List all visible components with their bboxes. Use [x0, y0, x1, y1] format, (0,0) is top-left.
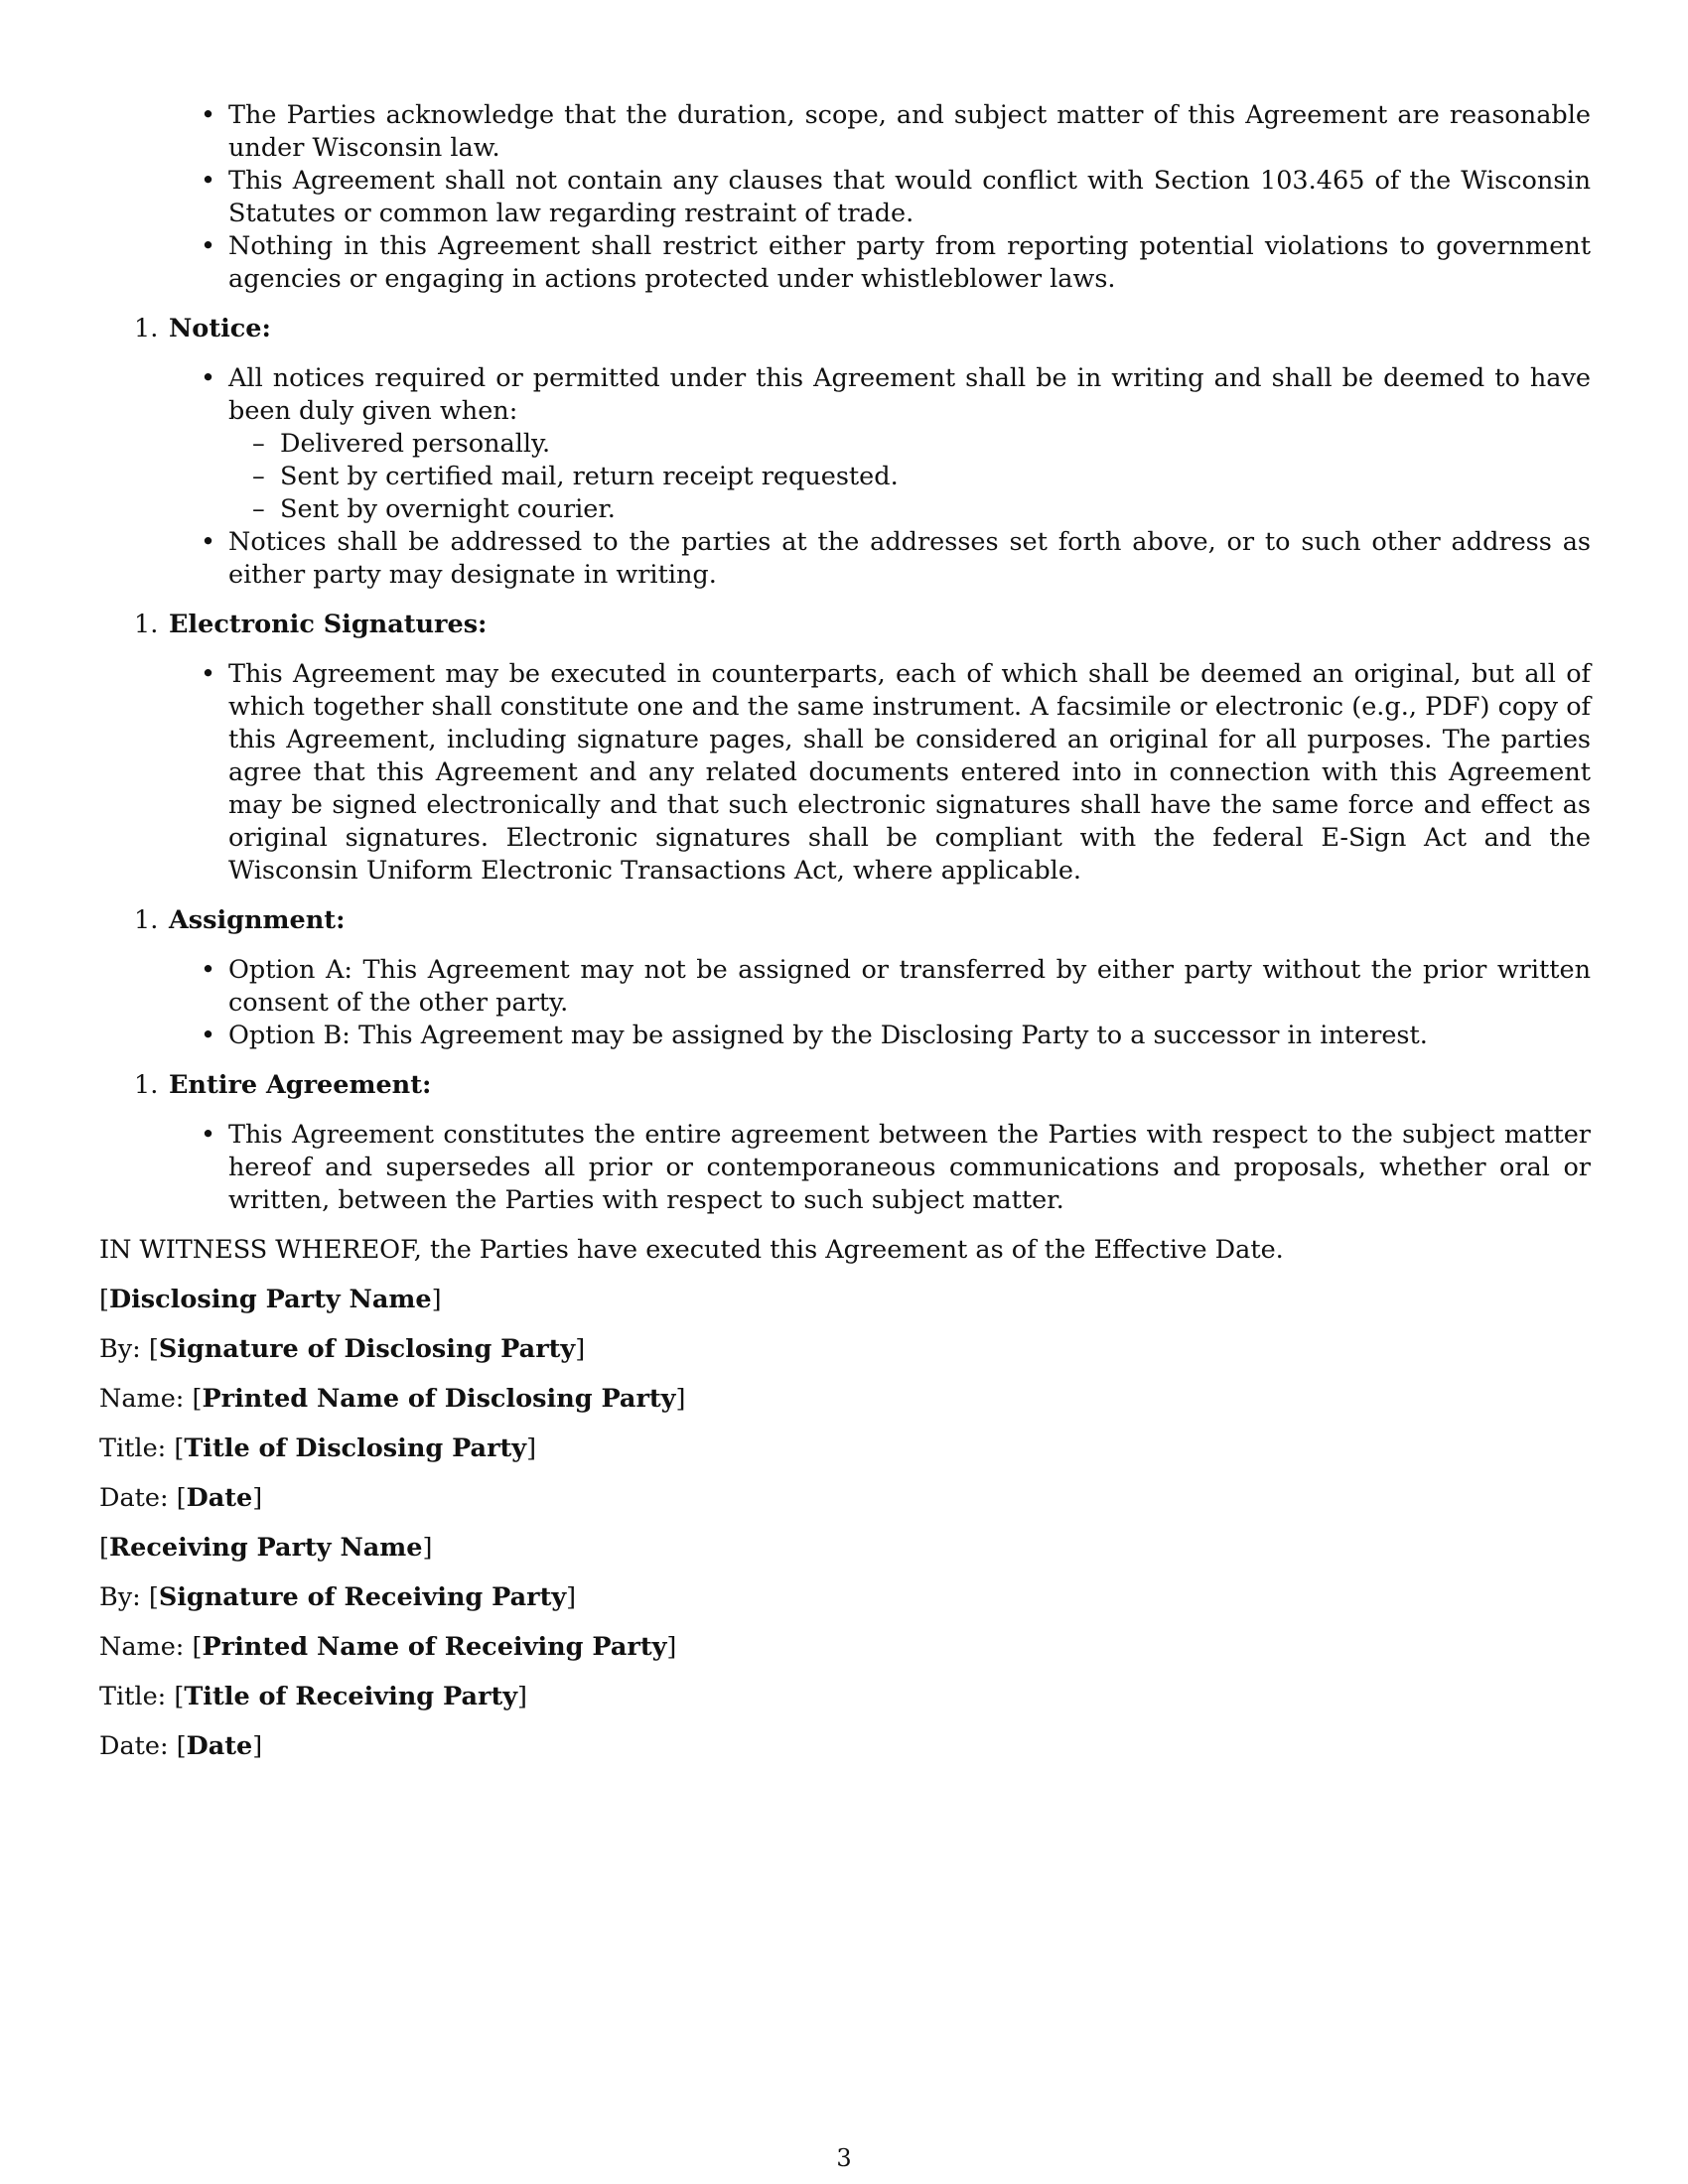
list-item: – Delivered personally.: [280, 428, 1591, 461]
intro-bullet-list: [228, 99, 1591, 296]
list-item: – Sent by certified mail, return receipt requested.: [280, 461, 1591, 493]
list-item: • This Agreement constitutes the entire agreement between the Parties with respect to the subject matter hereof and supersedes all prior or contemporaneous communications and proposals, whether oral or written, between the Parties with respect to such subject matter.: [228, 1119, 1591, 1217]
receiving-date-line: Date: [Date]: [99, 1731, 263, 1761]
disclosing-printed-name-line: Name: [Printed Name of Disclosing Party]: [99, 1384, 686, 1414]
section-number: 1.: [134, 905, 159, 935]
section-number: 1.: [134, 314, 159, 343]
disclosing-title-line: Title: [Title of Disclosing Party]: [99, 1433, 537, 1463]
list-item: • Notices shall be addressed to the parties at the addresses set forth above, or to such other address as either party may designate in writing.: [228, 526, 1591, 592]
list-item: • This Agreement may be executed in counterparts, each of which shall be deemed an original, but all of which together shall constitute one and the same instrument. A facsimile or electronic (e.g., PDF) copy of this Agreement, including signature pages, shall be considered an original for all purposes. The parties agree that this Agreement and any related documents entered into in connection with this Agreement may be signed electronically and that such electronic signatures shall have the same force and effect as original signatures. Electronic signatures shall be compliant with the federal E-Sign Act and the Wisconsin Uniform Electronic Transactions Act, where applicable.: [228, 658, 1591, 887]
entire-bullet-list: [228, 1119, 1591, 1217]
receiving-printed-name-line: Name: [Printed Name of Receiving Party]: [99, 1632, 677, 1662]
notice-bullet-list: [228, 362, 1591, 592]
receiving-title-line: Title: [Title of Receiving Party]: [99, 1682, 527, 1711]
section-heading-entire-agreement: [99, 1069, 1591, 1102]
disclosing-date-line: Date: [Date]: [99, 1483, 263, 1513]
section-heading-electronic-signatures: [99, 609, 1591, 641]
section-title: Electronic Signatures:: [169, 610, 488, 639]
section-title: Assignment:: [169, 905, 346, 935]
assignment-bullet-list: [228, 954, 1591, 1052]
section-heading-notice: [99, 313, 1591, 345]
document-page: [99, 99, 1591, 1780]
list-item: • This Agreement shall not contain any clauses that would conflict with Section 103.465 of the Wisconsin Statutes or common law regarding restraint of trade.: [228, 165, 1591, 230]
receiving-party-name: [Receiving Party Name]: [99, 1533, 433, 1563]
section-heading-assignment: [99, 904, 1591, 937]
section-title: Notice:: [169, 314, 271, 343]
disclosing-signature-line: By: [Signature of Disclosing Party]: [99, 1334, 586, 1364]
disclosing-party-name: [Disclosing Party Name]: [99, 1285, 442, 1314]
section-title: Entire Agreement:: [169, 1070, 432, 1100]
list-item: • Nothing in this Agreement shall restrict either party from reporting potential violations to government agencies or engaging in actions protected under whistleblower laws.: [228, 230, 1591, 296]
list-item: • The Parties acknowledge that the duration, scope, and subject matter of this Agreement are reasonable under Wisconsin law.: [228, 99, 1591, 165]
witness-statement: IN WITNESS WHEREOF, the Parties have executed this Agreement as of the Effective Date.: [99, 1235, 1284, 1265]
section-number: 1.: [134, 1070, 159, 1100]
electronic-bullet-list: [228, 658, 1591, 887]
notice-methods-list: [280, 428, 1591, 526]
list-item: • Option A: This Agreement may not be assigned or transferred by either party without the prior written consent of the other party.: [228, 954, 1591, 1020]
list-item: [228, 362, 1591, 526]
list-item: – Sent by overnight courier.: [280, 493, 1591, 526]
page-number: 3: [836, 2144, 852, 2172]
list-item: • Option B: This Agreement may be assigned by the Disclosing Party to a successor in interest.: [228, 1020, 1591, 1052]
notice-text: All notices required or permitted under this Agreement shall be in writing and shall be deemed to have been duly given when:: [228, 363, 1591, 426]
receiving-signature-line: By: [Signature of Receiving Party]: [99, 1582, 577, 1612]
section-number: 1.: [134, 610, 159, 639]
